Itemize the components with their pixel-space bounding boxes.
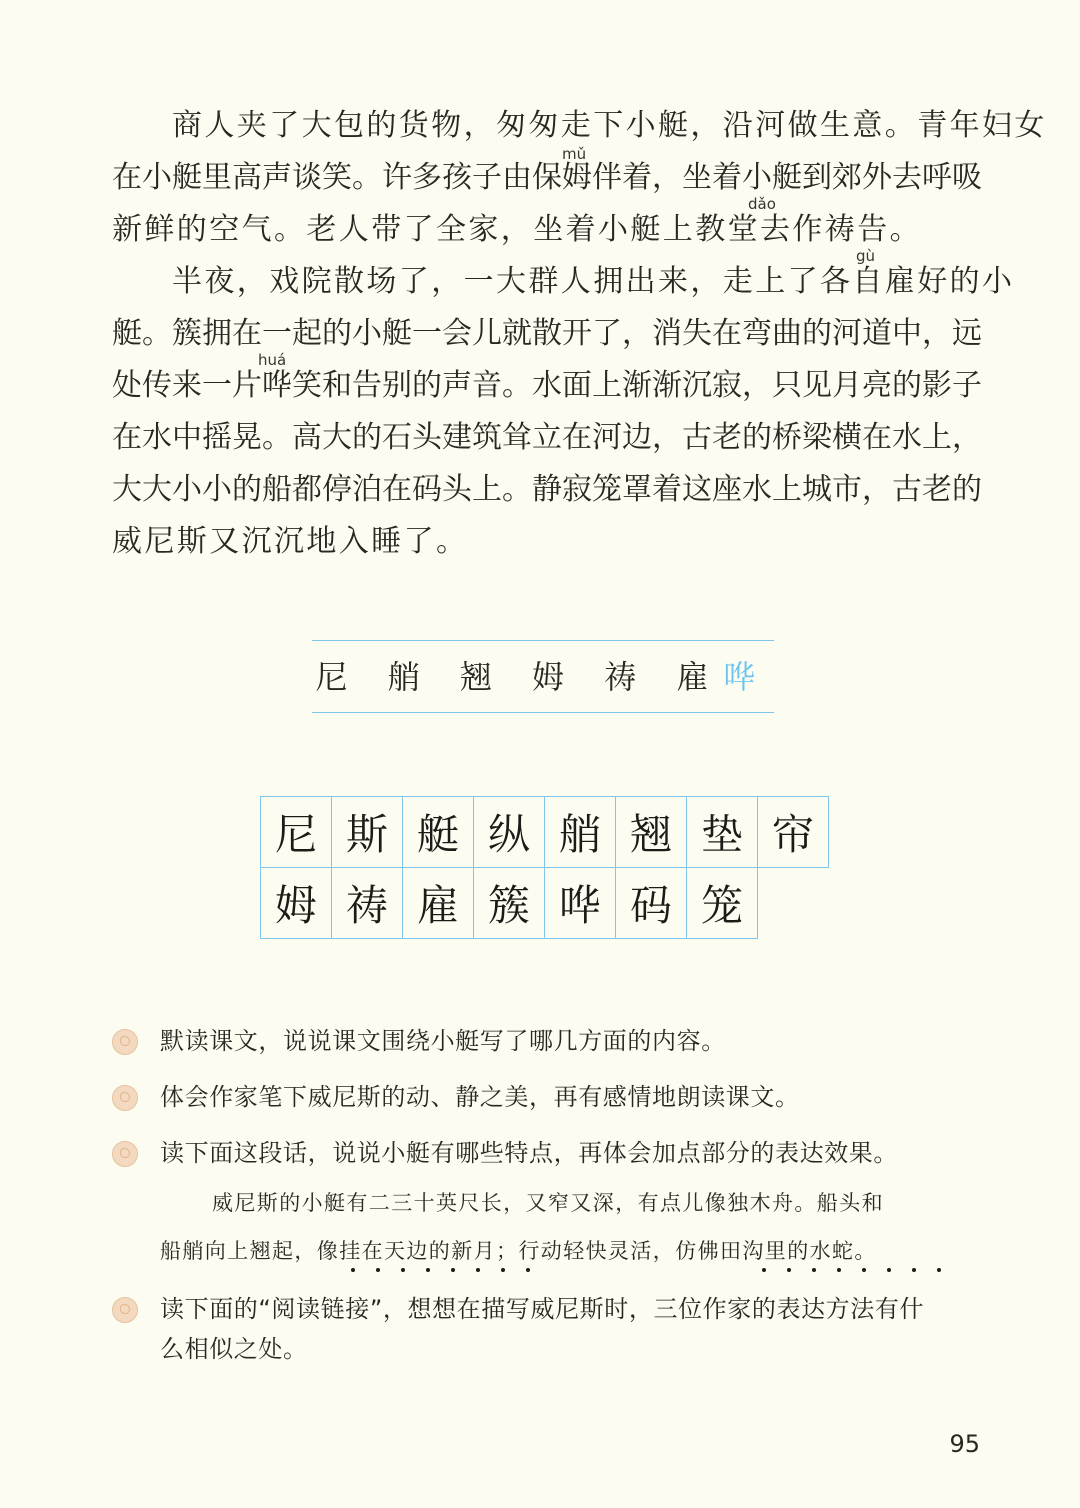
grid-char: 艇: [403, 797, 474, 868]
grid-char: 帘: [758, 797, 829, 868]
emphasis-dot: [787, 1268, 791, 1272]
grid-char: 雇: [403, 868, 474, 939]
pinyin-annotation: gù: [856, 247, 876, 265]
question-4: 读下面的“阅读链接”，想想在描写威尼斯时，三位作家的表达方法有什: [160, 1295, 925, 1323]
grid-char: 斯: [332, 797, 403, 868]
question-4-continued: 么相似之处。: [160, 1335, 308, 1363]
question-bullet-icon: [112, 1297, 138, 1323]
emphasis-dot: [426, 1268, 430, 1272]
passage-line: 艇。簇拥在一起的小艇一会儿就散开了，消失在弯曲的河道中，远: [112, 316, 982, 351]
passage-line: 商人夹了大包的货物，匆匆走下小艇，沿河做生意。青年妇女: [172, 108, 1047, 143]
emphasis-dot: [351, 1268, 355, 1272]
recognition-words-main: 尼 艄 翘 姆 祷 雇: [315, 658, 724, 696]
quote-line: 威尼斯的小艇有二三十英尺长，又窄又深，有点儿像独木舟。船头和: [212, 1191, 884, 1215]
emphasis-dot: [812, 1268, 816, 1272]
passage-line: 新鲜的空气。老人带了全家，坐着小艇上教堂去作祷告。: [112, 212, 922, 247]
grid-char: 哗: [545, 868, 616, 939]
grid-char: 垫: [687, 797, 758, 868]
passage-line: 大大小小的船都停泊在码头上。静寂笼罩着这座水上城市，古老的: [112, 472, 982, 507]
emphasis-dot: [762, 1268, 766, 1272]
passage-line: 在小艇里高声谈笑。许多孩子由保姆伴着，坐着小艇到郊外去呼吸: [112, 160, 982, 195]
grid-char: 码: [616, 868, 687, 939]
emphasis-dot: [937, 1268, 941, 1272]
grid-char: 翘: [616, 797, 687, 868]
divider-top: [312, 640, 774, 641]
writing-grid: [260, 796, 829, 939]
grid-char: 姆: [261, 868, 332, 939]
emphasis-dot: [887, 1268, 891, 1272]
quote-line: 船艄向上翘起，像挂在天边的新月；行动轻快灵活，仿佛田沟里的水蛇。: [160, 1239, 877, 1263]
recognition-words-extra: 哗: [723, 658, 771, 696]
pinyin-annotation: huá: [258, 351, 287, 369]
emphasis-dot: [451, 1268, 455, 1272]
question-1: 默读课文，说说课文围绕小艇写了哪几方面的内容。: [160, 1027, 726, 1055]
emphasis-dot: [837, 1268, 841, 1272]
grid-char: 艄: [545, 797, 616, 868]
question-bullet-icon: [112, 1029, 138, 1055]
question-bullet-icon: [112, 1141, 138, 1167]
divider-bottom: [312, 712, 774, 713]
emphasis-dot: [526, 1268, 530, 1272]
grid-empty-cell: [758, 868, 829, 939]
emphasis-dot: [501, 1268, 505, 1272]
grid-char: 簇: [474, 868, 545, 939]
grid-char: 纵: [474, 797, 545, 868]
pinyin-annotation: mǔ: [562, 145, 587, 163]
emphasis-dot: [401, 1268, 405, 1272]
question-bullet-icon: [112, 1085, 138, 1111]
emphasis-dot: [912, 1268, 916, 1272]
grid-char: 祷: [332, 868, 403, 939]
emphasis-dot: [862, 1268, 866, 1272]
passage-line: 威尼斯又沉沉地入睡了。: [112, 524, 469, 559]
grid-char: 笼: [687, 868, 758, 939]
emphasis-dot: [476, 1268, 480, 1272]
pinyin-annotation: dǎo: [748, 195, 776, 213]
recognition-words: [312, 655, 774, 699]
passage-line: 处传来一片哗笑和告别的声音。水面上渐渐沉寂，只见月亮的影子: [112, 368, 982, 403]
emphasis-dot: [376, 1268, 380, 1272]
page-number: 95: [949, 1430, 980, 1458]
question-2: 体会作家笔下威尼斯的动、静之美，再有感情地朗读课文。: [160, 1083, 800, 1111]
passage-line: 在水中摇晃。高大的石头建筑耸立在河边，古老的桥梁横在水上，: [112, 420, 982, 455]
grid-char: 尼: [261, 797, 332, 868]
question-3: 读下面这段话，说说小艇有哪些特点，再体会加点部分的表达效果。: [160, 1139, 898, 1167]
passage-line: 半夜，戏院散场了，一大群人拥出来，走上了各自雇好的小: [172, 264, 1015, 299]
